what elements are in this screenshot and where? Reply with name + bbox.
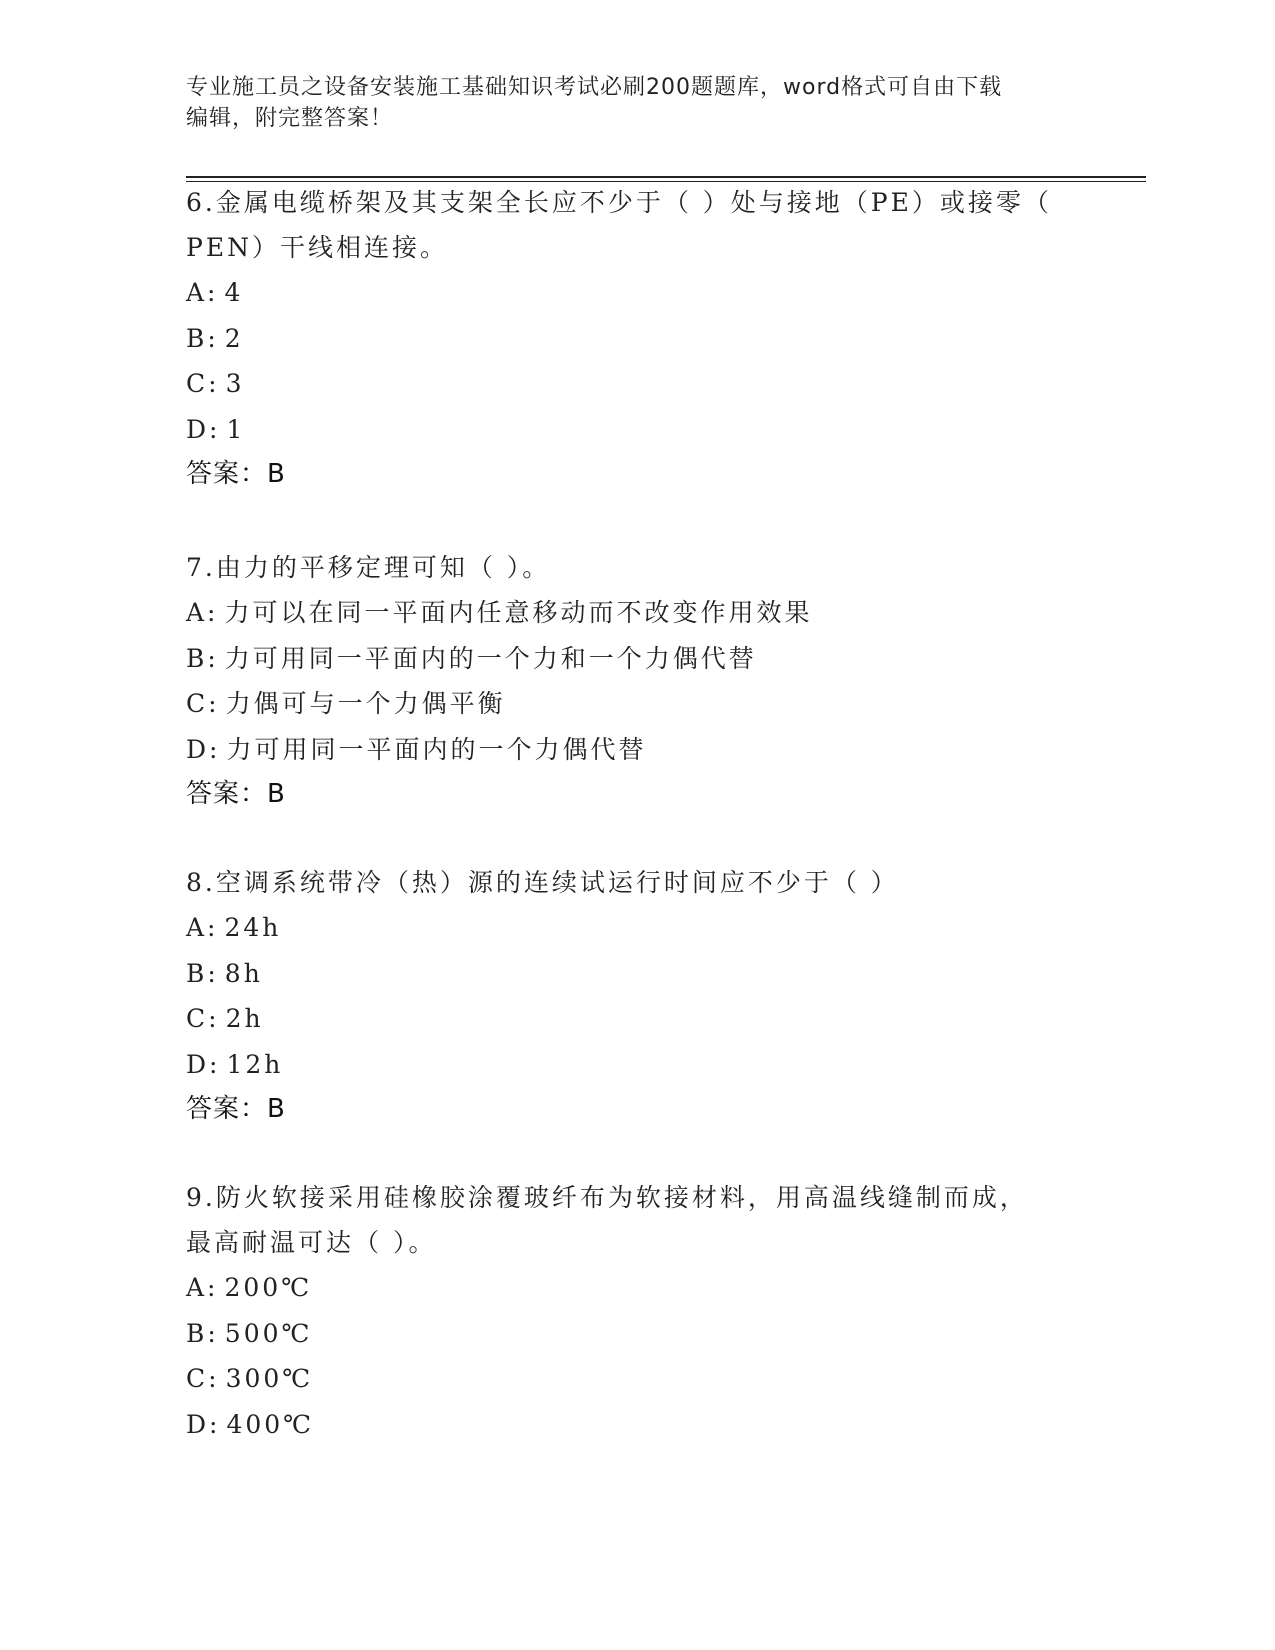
question-stem-line: 8.空调系统带冷（热）源的连续试运行时间应不少于（ ） bbox=[186, 868, 899, 897]
question-stem-line: 6.金属电缆桥架及其支架全长应不少于（ ）处与接地（PE）或接零（ bbox=[186, 188, 1052, 217]
option-b bbox=[186, 1311, 1086, 1357]
option-label: B: bbox=[186, 1318, 219, 1348]
question-stem-line: PEN）干线相连接。 bbox=[186, 233, 448, 262]
option-a bbox=[186, 270, 1086, 316]
document-header bbox=[186, 72, 1086, 134]
option-label: C: bbox=[186, 1004, 220, 1033]
option-c bbox=[186, 681, 1086, 727]
header-line-2: 编辑，附完整答案！ bbox=[186, 106, 394, 131]
option-c bbox=[186, 996, 1086, 1042]
option-label: D: bbox=[186, 414, 221, 444]
option-label: D: bbox=[186, 1049, 221, 1079]
question-8 bbox=[186, 860, 1086, 1131]
option-d bbox=[186, 1042, 1086, 1088]
option-label: A: bbox=[186, 598, 219, 627]
answer: 答案：B bbox=[186, 779, 286, 809]
option-text: 8h bbox=[224, 958, 263, 988]
option-d bbox=[186, 1402, 1086, 1448]
header-divider bbox=[186, 176, 1146, 178]
option-c bbox=[186, 1356, 1086, 1402]
option-label: B: bbox=[186, 643, 219, 673]
option-text: 力可以在同一平面内任意移动而不改变作用效果 bbox=[224, 598, 813, 627]
option-label: A: bbox=[186, 1273, 219, 1302]
question-stem-line: 9.防火软接采用硅橡胶涂覆玻纤布为软接材料，用高温线缝制而成， bbox=[186, 1183, 1028, 1212]
option-label: B: bbox=[186, 958, 219, 988]
answer: 答案：B bbox=[186, 459, 286, 489]
option-a bbox=[186, 590, 1086, 636]
option-text: 400℃ bbox=[226, 1409, 315, 1439]
question-stem-line: 7.由力的平移定理可知（ ）。 bbox=[186, 553, 551, 582]
option-text: 力偶可与一个力偶平衡 bbox=[225, 689, 506, 718]
option-text: 24h bbox=[224, 913, 282, 942]
option-label: C: bbox=[186, 689, 220, 718]
question-7 bbox=[186, 545, 1086, 816]
header-line-1: 专业施工员之设备安装施工基础知识考试必刷200题题库，word格式可自由下载 bbox=[186, 75, 1003, 100]
option-text: 1 bbox=[226, 414, 246, 444]
option-text: 2 bbox=[224, 323, 244, 353]
option-label: D: bbox=[186, 734, 221, 764]
option-b bbox=[186, 316, 1086, 362]
option-a bbox=[186, 1265, 1086, 1311]
option-text: 力可用同一平面内的一个力偶代替 bbox=[226, 734, 647, 764]
option-b bbox=[186, 951, 1086, 997]
option-text: 4 bbox=[224, 278, 244, 307]
option-text: 200℃ bbox=[224, 1273, 313, 1302]
option-label: A: bbox=[186, 278, 219, 307]
option-a bbox=[186, 905, 1086, 951]
option-text: 12h bbox=[226, 1049, 284, 1079]
option-label: D: bbox=[186, 1409, 221, 1439]
answer: 答案：B bbox=[186, 1094, 286, 1124]
option-d bbox=[186, 727, 1086, 773]
option-text: 300℃ bbox=[225, 1364, 314, 1393]
option-d bbox=[186, 407, 1086, 453]
option-label: B: bbox=[186, 323, 219, 353]
option-b bbox=[186, 636, 1086, 682]
option-label: C: bbox=[186, 369, 220, 398]
option-label: C: bbox=[186, 1364, 220, 1393]
option-label: A: bbox=[186, 913, 219, 942]
question-9 bbox=[186, 1175, 1086, 1447]
option-text: 500℃ bbox=[224, 1318, 313, 1348]
question-stem-line: 最高耐温可达（ ）。 bbox=[186, 1228, 437, 1257]
option-text: 2h bbox=[225, 1004, 264, 1033]
option-c bbox=[186, 361, 1086, 407]
option-text: 力可用同一平面内的一个力和一个力偶代替 bbox=[224, 643, 757, 673]
option-text: 3 bbox=[225, 369, 245, 398]
question-6 bbox=[186, 180, 1086, 496]
